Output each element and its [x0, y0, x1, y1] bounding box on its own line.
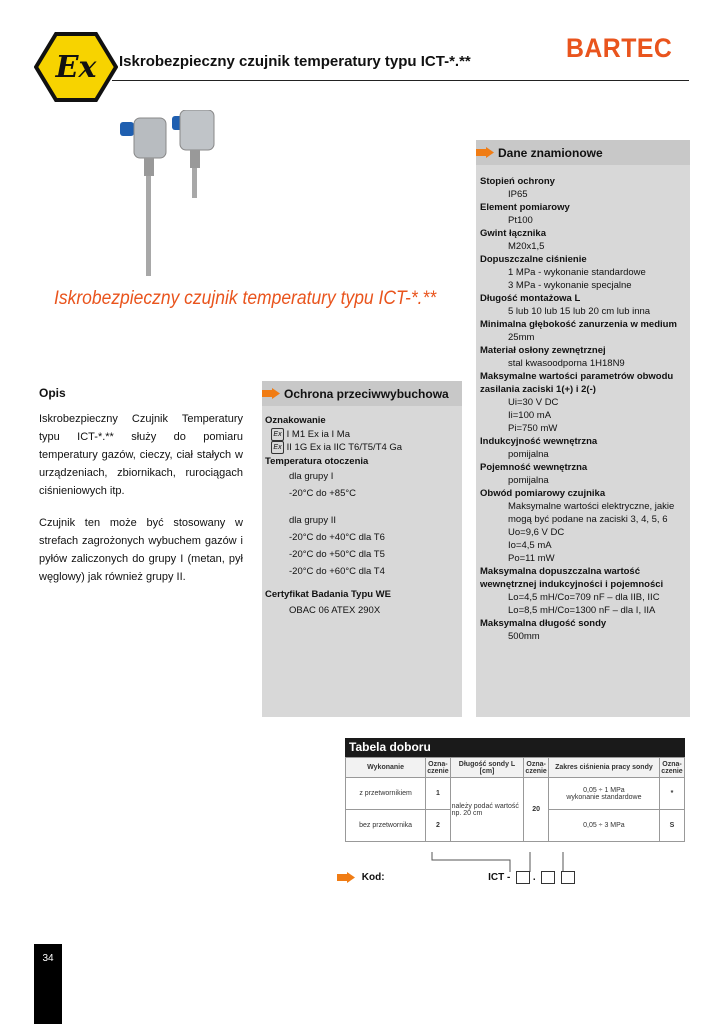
spec-value: 3 MPa - wykonanie specjalne — [508, 280, 632, 291]
spec-label: Dopuszczalne ciśnienie — [480, 254, 587, 265]
range-t6: -20°C do +40°C dla T6 — [289, 532, 385, 544]
orange-arrow-icon — [337, 872, 355, 883]
ex-small-icon: Ex — [271, 428, 284, 441]
spec-label: Gwint łącznika — [480, 228, 546, 239]
spec-value: Pi=750 mW — [508, 423, 558, 434]
page-title: Iskrobezpieczny czujnik temperatury typu ICT-*.** — [119, 53, 471, 70]
spec-value: M20x1,5 — [508, 241, 545, 252]
grupa1-range: -20°C do +85°C — [289, 488, 357, 500]
dane-heading: Dane znamionowe — [498, 146, 603, 160]
opis-paragraph-1: Iskrobezpieczny Czujnik Temperatury typu ICT-*.** służy do pomiaru temperatury gazów, cieczy, ciał stałych w urządzeniach, zbiornikach, rurociągach ciśnieniowych itp. — [39, 413, 243, 497]
ex-hazard-logo — [34, 32, 118, 102]
spec-label: Pojemność wewnętrzna — [480, 462, 588, 473]
pressure-1-code: * — [660, 778, 685, 810]
marking-1: I M1 Ex ia I Ma — [286, 428, 350, 440]
col-header-oznaczenie: Ozna-czenie — [660, 758, 685, 778]
page-number: 34 — [42, 953, 54, 964]
col-header-dlugosc: Długość sondy L [cm] — [450, 758, 524, 778]
temp-label: Temperatura otoczenia — [265, 455, 369, 467]
row2-name: bez przetwornika — [346, 810, 426, 842]
pressure-1-range: 0,05 ÷ 1 MPa — [583, 786, 625, 794]
spec-value: Po=11 mW — [508, 553, 555, 564]
spec-value: 5 lub 10 lub 15 lub 20 cm lub inna — [508, 306, 651, 317]
pressure-1-desc: wykonanie standardowe — [566, 793, 642, 801]
spec-value: Ii=100 mA — [508, 410, 552, 421]
ochrona-heading: Ochrona przeciwwybuchowa — [284, 387, 449, 401]
col-header-oznaczenie: Ozna-czenie — [524, 758, 548, 778]
ochrona-panel — [262, 381, 462, 717]
cert-value: OBAC 06 ATEX 290X — [289, 604, 381, 616]
selection-table — [345, 738, 685, 856]
marking-2: II 1G Ex ia IIC T6/T5/T4 Ga — [286, 442, 403, 454]
spec-value: Uo=9,6 V DC — [508, 527, 565, 538]
code-label: Kod: — [361, 872, 385, 884]
dane-panel — [476, 140, 690, 717]
spec-value: Lo=8,5 mH/Co=1300 nF – dla I, IIA — [508, 605, 656, 616]
spec-label: Maksymalna dopuszczalna wartość wewnętrznej indukcyjności i pojemności — [480, 566, 664, 590]
opis-heading: Opis — [39, 386, 66, 400]
spec-value: stal kwasoodporna 1H18N9 — [508, 358, 625, 369]
row2-code: 2 — [426, 810, 450, 842]
dane-list — [476, 175, 690, 643]
dlugosc-text: należy podać wartość np. 20 cm — [450, 778, 524, 842]
pressure-2-code: S — [660, 810, 685, 842]
code-dot: . — [532, 872, 536, 884]
bartec-logo: BARTEC — [566, 33, 673, 63]
spec-value: Pt100 — [508, 215, 533, 226]
col-header-zakres: Zakres ciśnienia pracy sondy — [548, 758, 659, 778]
ex-small-icon: Ex — [271, 441, 284, 454]
spec-value: IP65 — [508, 189, 528, 200]
spec-value: Maksymalne wartości elektryczne, jakie mogą być podane na zaciski 3, 4, 5, 6 — [508, 501, 675, 525]
header-divider — [112, 80, 689, 81]
grupa1-label: dla grupy I — [289, 471, 334, 483]
spec-label: Obwód pomiarowy czujnika — [480, 488, 606, 499]
spec-label: Maksymalne wartości parametrów obwodu zasilania zaciski 1(+) i 2(-) — [480, 371, 674, 395]
code-box-cisnienie[interactable] — [561, 871, 575, 884]
code-prefix: ICT - — [488, 872, 511, 884]
spec-value: Lo=4,5 mH/Co=709 nF – dla IIB, IIC — [508, 592, 660, 603]
spec-label: Indukcyjność wewnętrzna — [480, 436, 598, 447]
spec-label: Długość montażowa L — [480, 293, 581, 304]
cert-label: Certyfikat Badania Typu WE — [265, 589, 391, 601]
spec-value: Io=4,5 mA — [508, 540, 552, 551]
col-header-oznaczenie: Ozna-czenie — [426, 758, 450, 778]
code-box-wykonanie[interactable] — [516, 871, 530, 884]
spec-label: Maksymalna długość sondy — [480, 618, 607, 629]
spec-value: 25mm — [508, 332, 535, 343]
spec-value: pomijalna — [508, 475, 549, 486]
range-t4: -20°C do +60°C dla T4 — [289, 566, 385, 578]
code-row — [337, 871, 575, 884]
spec-value: 1 MPa - wykonanie standardowe — [508, 267, 646, 278]
svg-text:Ex: Ex — [55, 50, 97, 85]
orange-arrow-icon — [262, 388, 280, 399]
range-t5: -20°C do +50°C dla T5 — [289, 549, 385, 561]
oznakowanie-label: Oznakowanie — [265, 415, 326, 426]
orange-arrow-icon — [476, 147, 494, 158]
spec-label: Stopień ochrony — [480, 176, 555, 187]
col-header-wykonanie: Wykonanie — [346, 758, 426, 778]
row1-code: 1 — [426, 778, 450, 810]
row1-name: z przetwornikiem — [346, 778, 426, 810]
spec-label: Materiał osłony zewnętrznej — [480, 345, 606, 356]
opis-paragraph-2: Czujnik ten może być stosowany w strefach zagrożonych wybuchem gazów i pyłów zaliczonych do grupy I (metan, pył węglowy) jak również grupy II. — [39, 517, 243, 583]
spec-value: 500mm — [508, 631, 540, 642]
table-title: Tabela doboru — [345, 738, 685, 757]
grupa2-label: dla grupy II — [289, 515, 336, 527]
spec-value: pomijalna — [508, 449, 549, 460]
spec-label: Minimalna głębokość zanurzenia w medium — [480, 319, 677, 330]
code-box-dlugosc[interactable] — [541, 871, 555, 884]
product-photo — [116, 110, 226, 280]
spec-label: Element pomiarowy — [480, 202, 570, 213]
hero-title: Iskrobezpieczny czujnik temperatury typu ICT-*.** — [54, 288, 437, 309]
pressure-2-range: 0,05 ÷ 3 MPa — [548, 810, 659, 842]
spec-value: Ui=30 V DC — [508, 397, 559, 408]
dlugosc-code: 20 — [524, 778, 548, 842]
